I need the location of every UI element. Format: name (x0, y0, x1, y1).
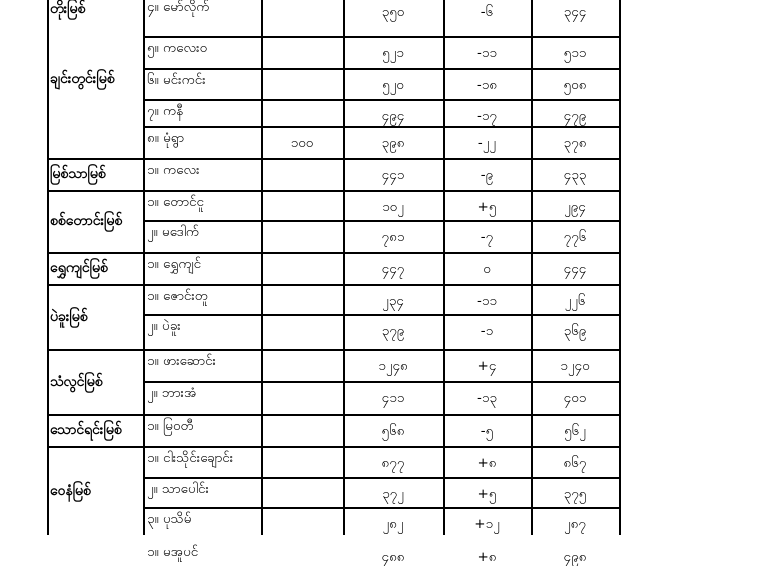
table-cell: ၃၅၀ (381, 4, 405, 20)
station-name: ၂။ ဘားအံ (147, 385, 197, 401)
row-divider (143, 99, 619, 101)
station-name: ၁။ ကလေး (147, 162, 200, 178)
table-cell: ၄၃၃ (563, 167, 587, 183)
row-divider (143, 381, 619, 383)
table-cell: -၁၁ (476, 45, 498, 61)
group-divider (47, 446, 619, 448)
table-cell: +၈ (477, 455, 497, 471)
table-cell: ၄၈၈ (381, 549, 405, 565)
table-cell: ၃၇၂ (382, 486, 404, 502)
group-divider (47, 190, 619, 192)
table-cell: ၄၄၁ (381, 167, 405, 183)
station-name: ၄။ မော်လိုက် (147, 0, 210, 15)
group-divider (47, 284, 619, 286)
table-cell: ၁၂၄၀ (560, 358, 590, 374)
table-cell: ၁၂၄၈ (378, 358, 408, 374)
station-name: ၂။ သာပေါင်း (147, 481, 209, 497)
table-cell: ၅၁၁ (563, 45, 587, 61)
table-cell: +၈ (477, 549, 497, 565)
table-cell: ၃၆၉ (563, 323, 587, 339)
river-name: မြစ်သာမြစ် (50, 166, 106, 182)
table-cell: +၅ (477, 486, 497, 502)
table-cell: -၁၁ (476, 293, 498, 309)
row-divider (143, 507, 619, 509)
table-cell: -၁၃ (476, 390, 498, 406)
table-cell: ၁၀၂ (382, 199, 404, 215)
table-cell: -၆ (480, 4, 494, 20)
table-cell: ၄၄၇ (381, 261, 405, 277)
table-cell: ၀ (483, 261, 491, 277)
column-divider (261, 0, 263, 535)
station-name: ၃။ ပုသိမ် (147, 511, 192, 527)
table-cell: +၄ (477, 358, 497, 374)
table-cell: ၂၉၄ (564, 199, 586, 215)
table-cell: ၂၈၇ (564, 516, 586, 532)
row-divider (143, 36, 619, 38)
table-cell: ၂၈၂ (382, 516, 404, 532)
table-cell: ၄၄၄ (563, 261, 587, 277)
table-cell: ၅၆၂ (564, 423, 586, 439)
table-cell: -၉ (480, 167, 494, 183)
table-cell: ၅၆၈ (381, 423, 405, 439)
column-divider (619, 0, 621, 535)
river-name: ဝေနံမြစ် (50, 482, 91, 499)
table-cell: ၃၄၄ (563, 4, 587, 20)
column-divider (47, 0, 49, 535)
table-cell: ၄၇၉ (563, 108, 587, 124)
table-cell: ၅၂၀ (382, 77, 404, 93)
station-name: ၆။ မင်းကင်း (147, 72, 206, 88)
station-name: ၈။ မုံရွာ (147, 130, 185, 146)
river-name: သောင်ရင်းမြစ် (50, 422, 122, 438)
table-cell: ၄၀၁ (563, 390, 587, 406)
group-divider (47, 158, 619, 160)
station-name: ၁။ ဇောင်းတူ (147, 288, 208, 304)
group-divider (47, 349, 619, 351)
row-divider (143, 68, 619, 70)
table-cell: ၄၉၄ (381, 108, 405, 124)
station-name: ၁။ မအူပင် (147, 544, 199, 560)
river-name: ရွှေကျင်မြစ် (50, 260, 108, 276)
river-name: စစ်တောင်းမြစ် (50, 213, 123, 229)
group-divider (47, 252, 619, 254)
table-cell: ၄၉၈ (563, 549, 587, 565)
table-cell: -၁၈ (476, 77, 498, 93)
table-cell: -၁ (480, 323, 494, 339)
station-name: ၇။ ကနီ (147, 103, 184, 119)
station-name: ၁။ တောင်ငူ (147, 194, 204, 210)
table-cell: ၅၀၈ (563, 77, 587, 93)
table-cell: ၈၇၇ (381, 455, 405, 471)
station-name: ၁။ ရွှေကျင် (147, 256, 202, 272)
table-cell: -၇ (480, 229, 494, 245)
river-name: ပဲခူးမြစ် (50, 308, 88, 325)
table-cell: -၅ (480, 423, 494, 439)
station-name: ၁။ မြဝတီ (147, 418, 194, 434)
station-name: ၂။ ပဲခူး (147, 318, 181, 334)
group-divider (47, 414, 619, 416)
table-cell: ၂၃၄ (382, 293, 404, 309)
table-cell: ၃၉၈ (381, 135, 405, 151)
river-name: သံလွင်မြစ် (50, 373, 103, 390)
column-divider (143, 0, 145, 535)
row-divider (143, 477, 619, 479)
table-cell: ၄၁၁ (381, 390, 405, 406)
table-cell: ၇၇၆ (563, 229, 587, 245)
table-cell: ၅၂၁ (382, 45, 404, 61)
row-divider (143, 314, 619, 316)
table-cell: -၂၂ (477, 135, 497, 151)
station-name: ၁။ ငါးသိုင်းချောင်း (147, 450, 234, 466)
table-cell: ၃၇၉ (381, 323, 405, 339)
table-cell: ၂၂၆ (564, 293, 586, 309)
river-name: တိုးမြစ် (50, 1, 86, 17)
table-cell: ၃၇၈ (563, 135, 587, 151)
table-cell: ၈၆၇ (563, 455, 587, 471)
river-name: ချင်းတွင်းမြစ် (50, 71, 115, 87)
station-name: ၂။ မဒေါက် (147, 224, 200, 240)
table-cell: -၁၇ (476, 108, 498, 124)
station-name: ၁။ ဖားဆောင်း (147, 353, 216, 369)
table-cell: +၁၂ (474, 516, 500, 532)
station-name: ၅။ ကလေးဝ (147, 40, 208, 56)
table-cell: ၇၈၁ (381, 229, 405, 245)
table-cell: ၃၇၅ (563, 486, 587, 502)
table-cell: ၁၀၀ (290, 135, 314, 151)
table-cell: +၅ (477, 199, 497, 215)
row-divider (143, 220, 619, 222)
row-divider (143, 126, 619, 128)
